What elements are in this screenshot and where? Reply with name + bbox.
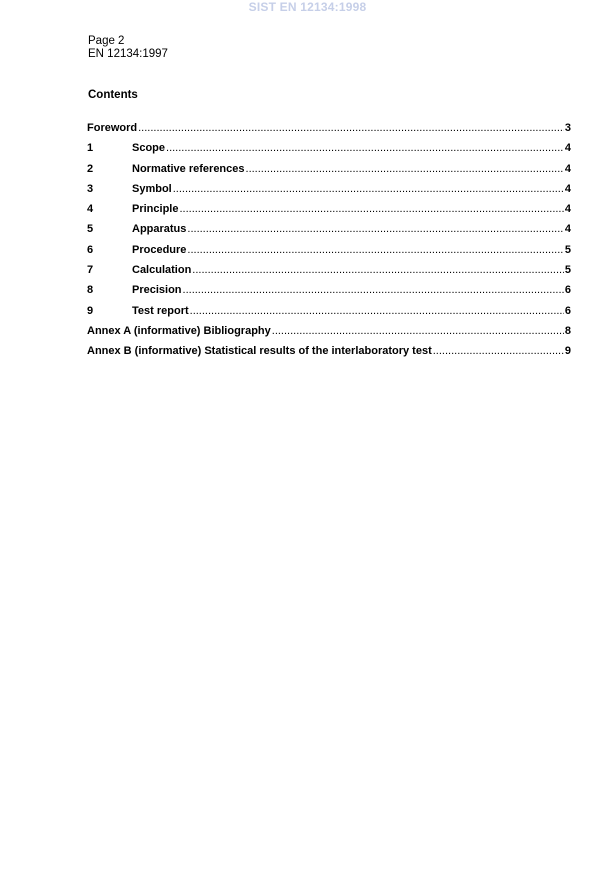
toc-entry-title: Test report: [132, 304, 189, 317]
toc-leader-dots: [190, 305, 564, 317]
toc-entry-title: Apparatus: [132, 223, 187, 236]
toc-leader-dots: [173, 183, 564, 195]
toc-entry-page: 9: [564, 345, 571, 358]
toc-entry-title: Annex B (informative) Statistical results of the interlaboratory test: [87, 345, 432, 358]
toc-entry-symbol[interactable]: [87, 183, 571, 203]
toc-entry-number: 3: [87, 182, 94, 195]
toc-entry-page: 6: [564, 284, 571, 297]
toc-entry-title: Foreword: [87, 122, 138, 134]
toc-entry-page: 5: [564, 264, 571, 277]
toc-leader-dots: [187, 244, 563, 256]
toc-leader-dots: [272, 325, 564, 337]
standard-id: EN 12134:1997: [88, 48, 168, 60]
toc-entry-number: 1: [87, 142, 94, 155]
toc-entry-page: 4: [564, 182, 571, 195]
toc-entry-number: 7: [87, 264, 94, 277]
toc-entry-annex-a[interactable]: [87, 325, 571, 345]
toc-entry-title: Precision: [132, 284, 182, 297]
toc-entry-page: 3: [564, 122, 571, 134]
toc-entry-title: Principle: [132, 203, 179, 216]
toc-leader-dots: [138, 122, 564, 134]
watermark: SIST EN 12134:1998: [248, 0, 367, 14]
toc-entry-page: 5: [564, 243, 571, 256]
toc-entry-number: 6: [87, 243, 94, 256]
toc-entry-page: 4: [564, 142, 571, 155]
page-header: [88, 35, 168, 61]
toc-entry-procedure[interactable]: [87, 244, 571, 264]
toc-entry-page: 6: [564, 304, 571, 317]
toc-entry-title: Scope: [132, 142, 166, 155]
contents-heading: Contents: [88, 89, 138, 101]
toc-entry-number: 4: [87, 203, 94, 216]
toc-entry-principle[interactable]: [87, 203, 571, 223]
page-number: Page 2: [88, 35, 125, 47]
toc-leader-dots: [246, 163, 564, 175]
toc-entry-number: 5: [87, 223, 94, 236]
toc-entry-page: 4: [564, 162, 571, 175]
toc-entry-title: Procedure: [132, 243, 187, 256]
toc-entry-apparatus[interactable]: [87, 223, 571, 243]
toc-entry-test-report[interactable]: [87, 305, 571, 325]
toc-entry-normative-references[interactable]: [87, 163, 571, 183]
toc-entry-page: 8: [564, 324, 571, 337]
toc-entry-title: Normative references: [132, 162, 245, 175]
toc-entry-number: 9: [87, 304, 94, 317]
toc-entry-title: Symbol: [132, 182, 172, 195]
toc-entry-page: 4: [564, 223, 571, 236]
table-of-contents: [87, 122, 571, 366]
toc-entry-calculation[interactable]: [87, 264, 571, 284]
toc-leader-dots: [433, 345, 564, 357]
toc-entry-page: 4: [564, 203, 571, 216]
toc-entry-scope[interactable]: [87, 142, 571, 162]
toc-entry-foreword[interactable]: [87, 122, 571, 142]
toc-leader-dots: [166, 142, 564, 154]
toc-entry-number: 2: [87, 162, 94, 175]
toc-leader-dots: [183, 284, 564, 296]
toc-entry-title: Annex A (informative) Bibliography: [87, 324, 271, 337]
toc-leader-dots: [179, 203, 563, 215]
toc-entry-precision[interactable]: [87, 284, 571, 304]
toc-entry-annex-b[interactable]: [87, 345, 571, 365]
toc-entry-number: 8: [87, 284, 94, 297]
toc-leader-dots: [187, 223, 563, 235]
toc-entry-title: Calculation: [132, 264, 192, 277]
toc-leader-dots: [192, 264, 564, 276]
